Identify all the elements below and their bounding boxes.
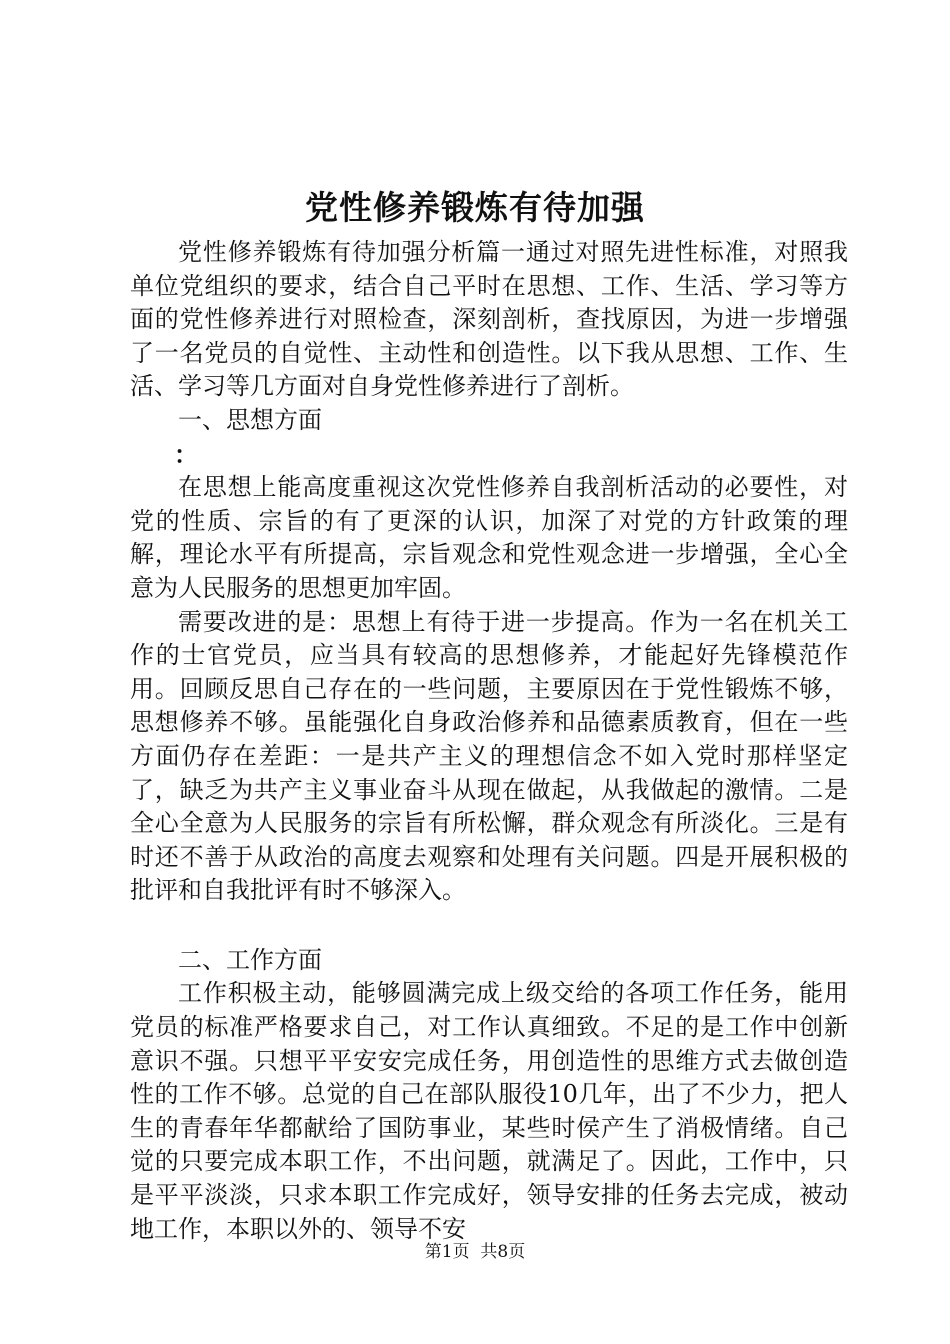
colon-line: ： (174, 439, 198, 469)
section-heading-thought: 一、思想方面 (178, 405, 322, 434)
page-footer (0, 1240, 950, 1264)
intro-paragraph: 党性修养锻炼有待加强分析篇一通过对照先进性标准，对照我单位党组织的要求，结合自己平时在思想、工作、生活、学习等方面的党性修养进行对照检查，深刻剖析，查找原因，为进一步增强了一名党员的自觉性、主动性和创造性。以下我从思想、工作、生活、学习等几方面对自身党性修养进行了剖析。 (130, 238, 848, 401)
document-title: 党性修养锻炼有待加强 (305, 188, 645, 227)
work-paragraph: 工作积极主动，能够圆满完成上级交给的各项工作任务，能用党员的标准严格要求自己，对工作认真细致。不足的是工作中创新意识不强。只想平平安安完成任务，用创造性的思维方式去做创造性的工作不够。总觉的自己在部队服役10几年，出了不少力，把人生的青春年华都献给了国防事业，某些时侯产生了消极情绪。自己觉的只要完成本职工作，不出问题，就满足了。因此，工作中，只是平平淡淡，只求本职工作完成好，领导安排的任务去完成，被动地工作，本职以外的、领导不安 (130, 979, 848, 1243)
section-heading-work: 二、工作方面 (178, 945, 322, 974)
document-body (130, 236, 848, 1246)
improvement-paragraph: 需要改进的是：思想上有待于进一步提高。作为一名在机关工作的士官党员，应当具有较高的思想修养，才能起好先锋模范作用。回顾反思自己存在的一些问题，主要原因在于党性锻炼不够，思想修养不够。虽能强化自身政治修养和品德素质教育，但在一些方面仍存在差距：一是共产主义的理想信念不如入党时那样坚定了，缺乏为共产主义事业奋斗从现在做起，从我做起的激情。二是全心全意为人民服务的宗旨有所松懈，群众观念有所淡化。三是有时还不善于从政治的高度去观察和处理有关问题。四是开展积极的批评和自我批评有时不够深入。 (130, 607, 848, 905)
page-number: 第1页 共8页 (424, 1242, 526, 1262)
thought-paragraph: 在思想上能高度重视这次党性修养自我剖析活动的必要性，对党的性质、宗旨的有了更深的认识，加深了对党的方针政策的理解，理论水平有所提高，宗旨观念和党性观念进一步增强，全心全意为人民服务的思想更加牢固。 (130, 473, 848, 602)
